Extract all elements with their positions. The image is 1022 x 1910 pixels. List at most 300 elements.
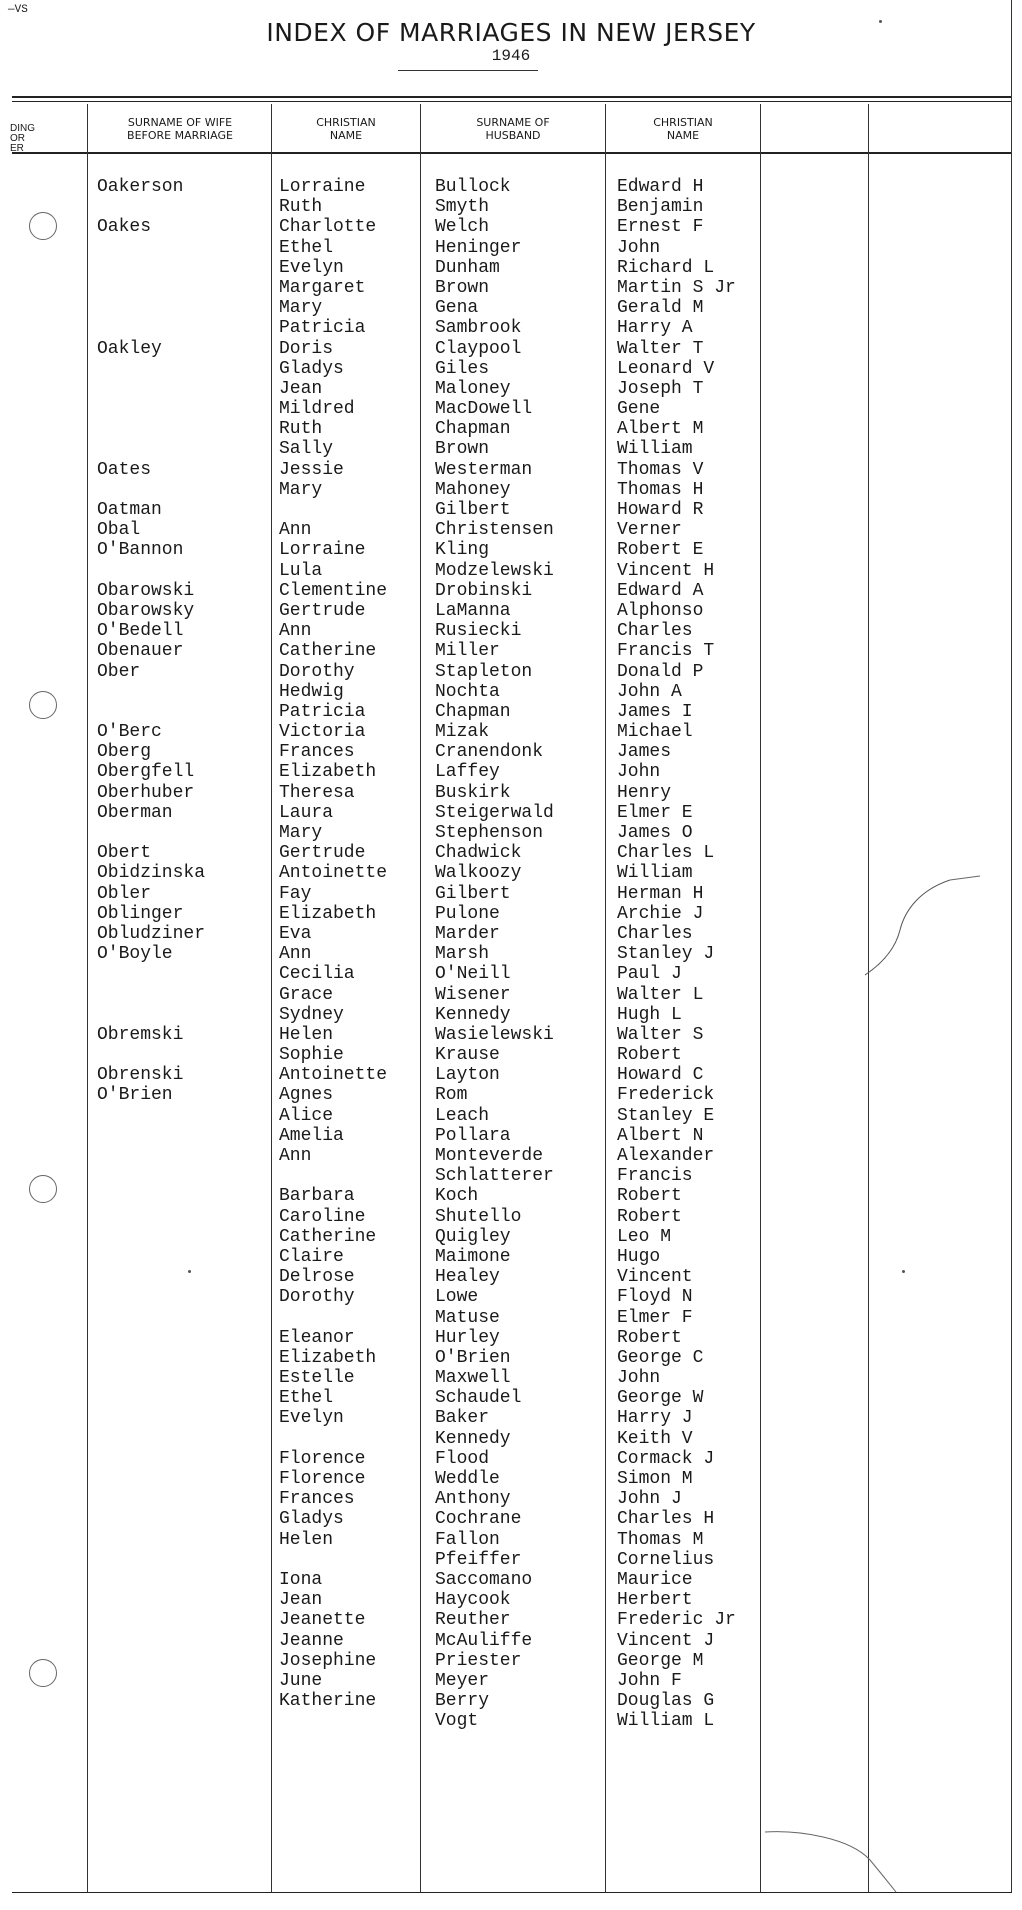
- table-cell: Florence: [279, 1448, 366, 1469]
- table-cell: Gertrude: [279, 843, 366, 864]
- table-cell: George M: [617, 1650, 704, 1671]
- table-cell: Nochta: [435, 681, 500, 702]
- table-cell: Ann: [279, 621, 312, 642]
- table-cell: Albert M: [617, 419, 704, 440]
- table-cell: John A: [617, 681, 682, 702]
- table-cell: [97, 1186, 267, 1206]
- header-wife-christian: CHRISTIAN NAME: [316, 116, 376, 142]
- table-cell: Schlatterer: [435, 1166, 554, 1187]
- table-cell: [97, 702, 267, 722]
- table-cell: Frances: [279, 742, 355, 763]
- table-cell: Antoinette: [279, 863, 388, 884]
- table-cell: [279, 1711, 419, 1731]
- table-cell: Harry A: [617, 318, 693, 339]
- table-cell: Robert: [617, 1327, 682, 1348]
- corner-mark: —VS: [8, 4, 28, 16]
- table-cell: Alphonso: [617, 600, 704, 621]
- table-cell: Dorothy: [279, 661, 355, 682]
- table-cell: Patricia: [279, 701, 366, 722]
- pencil-stroke: [865, 880, 950, 975]
- table-cell: [97, 1368, 267, 1388]
- table-cell: O'Brien: [97, 1085, 173, 1106]
- table-cell: James: [617, 742, 672, 763]
- table-cell: Sally: [279, 439, 334, 460]
- table-cell: Oakley: [97, 338, 162, 359]
- table-cell: Bullock: [435, 177, 511, 197]
- table-cell: [97, 1005, 267, 1025]
- table-cell: Martin S Jr: [617, 277, 736, 298]
- table-cell: Lula: [279, 560, 323, 581]
- table-cell: McAuliffe: [435, 1630, 533, 1651]
- table-cell: Gilbert: [435, 883, 511, 904]
- table-cell: Donald P: [617, 661, 704, 682]
- table-cell: Cormack J: [617, 1448, 715, 1469]
- table-cell: Priester: [435, 1650, 522, 1671]
- table-cell: Maxwell: [435, 1368, 511, 1389]
- table-cell: Obarowski: [97, 580, 195, 601]
- table-cell: Helen: [279, 1024, 334, 1045]
- table-cell: Josephine: [279, 1650, 377, 1671]
- table-cell: Pollara: [435, 1125, 511, 1146]
- table-cell: Pfeiffer: [435, 1549, 522, 1570]
- table-cell: Vincent J: [617, 1630, 715, 1651]
- table-cell: George C: [617, 1347, 704, 1368]
- table-cell: Koch: [435, 1186, 479, 1207]
- pencil-scribble: [860, 870, 1020, 980]
- table-cell: Joseph T: [617, 378, 704, 399]
- table-cell: Leonard V: [617, 358, 715, 379]
- table-cell: Gena: [435, 298, 479, 319]
- table-cell: Ober: [97, 661, 141, 682]
- table-cell: William: [617, 439, 693, 460]
- table-cell: Laffey: [435, 762, 500, 783]
- table-cell: June: [279, 1670, 323, 1691]
- table-cell: Ann: [279, 944, 312, 965]
- table-cell: Gerald M: [617, 298, 704, 319]
- table-cell: [279, 1166, 419, 1186]
- table-cell: John J: [617, 1489, 682, 1510]
- table-cell: Evelyn: [279, 1408, 344, 1429]
- table-cell: [97, 439, 267, 459]
- table-cell: [279, 1308, 419, 1328]
- table-cell: Lowe: [435, 1287, 479, 1308]
- table-cell: O'Neill: [435, 964, 511, 985]
- table-cell: Florence: [279, 1469, 366, 1489]
- table-cell: Fallon: [435, 1529, 500, 1550]
- table-cell: [279, 1550, 419, 1570]
- table-cell: Eva: [279, 923, 312, 944]
- table-cell: Michael: [617, 722, 693, 743]
- table-cell: Margaret: [279, 277, 366, 298]
- table-cell: Alice: [279, 1105, 334, 1126]
- table-cell: Berry: [435, 1691, 490, 1712]
- column-divider: [420, 104, 421, 1892]
- table-cell: John: [617, 237, 661, 258]
- table-cell: [279, 500, 419, 520]
- table-cell: Simon M: [617, 1469, 693, 1489]
- table-cell: Maimone: [435, 1246, 511, 1267]
- table-cell: Chapman: [435, 701, 511, 722]
- column-divider: [605, 104, 606, 1892]
- table-cell: Mizak: [435, 722, 490, 743]
- table-cell: [97, 278, 267, 298]
- table-cell: Wisener: [435, 984, 511, 1005]
- table-cell: [97, 1530, 267, 1550]
- table-cell: Wasielewski: [435, 1024, 554, 1045]
- table-cell: [97, 359, 267, 379]
- punch-hole: [29, 1175, 57, 1203]
- table-cell: Grace: [279, 984, 334, 1005]
- table-cell: [97, 1570, 267, 1590]
- table-cell: Laura: [279, 802, 334, 823]
- table-cell: Jessie: [279, 459, 344, 480]
- table-cell: Walkoozy: [435, 863, 522, 884]
- table-cell: Kling: [435, 540, 490, 561]
- table-cell: Walter T: [617, 338, 704, 359]
- header-top-rule: [12, 96, 1012, 98]
- table-cell: LaManna: [435, 600, 511, 621]
- table-cell: [97, 379, 267, 399]
- table-cell: [97, 1651, 267, 1671]
- table-cell: Oberhuber: [97, 782, 195, 803]
- table-cell: William: [617, 863, 693, 884]
- table-cell: [97, 1469, 267, 1489]
- column-divider: [868, 104, 869, 1892]
- table-cell: Kennedy: [435, 1428, 511, 1449]
- table-cell: O'Bannon: [97, 540, 184, 561]
- table-cell: Lorraine: [279, 540, 366, 561]
- table-cell: Thomas V: [617, 459, 704, 480]
- pencil-stroke: [765, 1832, 896, 1892]
- table-cell: [97, 399, 267, 419]
- table-cell: Howard R: [617, 500, 704, 520]
- table-cell: Elizabeth: [279, 1347, 377, 1368]
- table-cell: Ruth: [279, 197, 323, 218]
- table-cell: O'Boyle: [97, 944, 173, 965]
- pencil-mark-bottom: [760, 1820, 920, 1900]
- table-cell: Layton: [435, 1065, 500, 1086]
- table-cell: Francis: [617, 1166, 693, 1187]
- table-cell: Heninger: [435, 237, 522, 258]
- table-cell: Howard C: [617, 1065, 704, 1086]
- table-cell: Sophie: [279, 1045, 344, 1066]
- table-cell: Frances: [279, 1489, 355, 1510]
- table-cell: Vincent: [617, 1267, 693, 1288]
- table-cell: O'Berc: [97, 722, 162, 743]
- table-cell: Matuse: [435, 1307, 500, 1328]
- table-cell: Frederic Jr: [617, 1610, 736, 1631]
- table-cell: Oberman: [97, 802, 173, 823]
- table-cell: Herman H: [617, 883, 704, 904]
- table-cell: [97, 1267, 267, 1287]
- table-cell: Gladys: [279, 1509, 344, 1530]
- table-cell: MacDowell: [435, 399, 533, 420]
- table-cell: Stanley J: [617, 944, 715, 965]
- table-cell: Gladys: [279, 358, 344, 379]
- punch-hole: [29, 691, 57, 719]
- header-bottom-rule: [12, 152, 1012, 154]
- table-cell: Drobinski: [435, 580, 533, 601]
- table-cell: Vincent H: [617, 560, 715, 581]
- table-cell: Obler: [97, 883, 152, 904]
- table-cell: Oakes: [97, 217, 152, 238]
- table-cell: [97, 1610, 267, 1630]
- table-cell: Evelyn: [279, 257, 344, 278]
- table-cell: Jean: [279, 1590, 323, 1611]
- table-cell: [97, 1207, 267, 1227]
- table-cell: Charles: [617, 621, 693, 642]
- table-cell: [97, 1408, 267, 1428]
- side-stub: DING OR ER: [10, 123, 35, 154]
- table-cell: Frederick: [617, 1085, 715, 1106]
- table-cell: Thomas M: [617, 1529, 704, 1550]
- table-cell: Sydney: [279, 1004, 344, 1025]
- table-cell: James O: [617, 823, 693, 843]
- table-cell: Healey: [435, 1267, 500, 1288]
- table-cell: Thomas H: [617, 479, 704, 500]
- table-cell: Leo M: [617, 1226, 672, 1247]
- table-cell: Jeanette: [279, 1610, 366, 1631]
- table-cell: [97, 561, 267, 581]
- table-cell: Richard L: [617, 257, 715, 278]
- table-cell: Charles L: [617, 843, 715, 864]
- table-cell: Obenauer: [97, 641, 184, 662]
- table-cell: Verner: [617, 520, 682, 541]
- table-cell: Albert N: [617, 1125, 704, 1146]
- table-cell: Hugh L: [617, 1004, 682, 1025]
- table-cell: Archie J: [617, 903, 704, 924]
- table-cell: Mary: [279, 823, 323, 843]
- table-cell: Theresa: [279, 782, 355, 803]
- table-cell: Robert E: [617, 540, 704, 561]
- table-cell: Fay: [279, 883, 312, 904]
- table-cell: Brown: [435, 439, 490, 460]
- table-cell: Weddle: [435, 1469, 500, 1489]
- table-cell: [97, 1449, 267, 1469]
- table-cell: Sambrook: [435, 318, 522, 339]
- table-cell: [97, 985, 267, 1005]
- table-cell: [97, 1711, 267, 1731]
- table-cell: [97, 318, 267, 338]
- table-cell: Kennedy: [435, 1004, 511, 1025]
- scan-speck: [188, 1270, 191, 1273]
- table-cell: Charlotte: [279, 217, 377, 238]
- table-cell: [97, 1348, 267, 1368]
- table-cell: John F: [617, 1670, 682, 1691]
- table-cell: Maloney: [435, 378, 511, 399]
- table-cell: Gertrude: [279, 600, 366, 621]
- table-cell: Lorraine: [279, 177, 366, 197]
- table-cell: Delrose: [279, 1267, 355, 1288]
- table-cell: [97, 1550, 267, 1570]
- table-cell: Obrenski: [97, 1065, 184, 1086]
- table-cell: Walter S: [617, 1024, 704, 1045]
- table-cell: Giles: [435, 358, 490, 379]
- table-cell: Vogt: [435, 1711, 479, 1732]
- table-cell: Marsh: [435, 944, 490, 965]
- table-cell: Cecilia: [279, 964, 355, 985]
- table-cell: Mahoney: [435, 479, 511, 500]
- table-cell: O'Bedell: [97, 621, 184, 642]
- table-cell: Douglas G: [617, 1691, 715, 1712]
- table-cell: Obal: [97, 520, 141, 541]
- table-cell: Brown: [435, 277, 490, 298]
- table-cell: Hedwig: [279, 681, 344, 702]
- table-cell: Charles H: [617, 1509, 715, 1530]
- table-cell: Oberg: [97, 742, 152, 763]
- table-cell: [97, 1691, 267, 1711]
- table-cell: Ethel: [279, 1388, 334, 1409]
- table-cell: Estelle: [279, 1368, 355, 1389]
- table-cell: [97, 823, 267, 843]
- table-cell: [97, 1247, 267, 1267]
- table-cell: Benjamin: [617, 197, 704, 218]
- table-cell: Helen: [279, 1529, 334, 1550]
- table-cell: [97, 480, 267, 500]
- table-cell: Doris: [279, 338, 334, 359]
- table-cell: [97, 1287, 267, 1307]
- table-cell: Haycook: [435, 1590, 511, 1611]
- table-cell: James I: [617, 701, 693, 722]
- table-cell: Quigley: [435, 1226, 511, 1247]
- table-cell: Flood: [435, 1448, 490, 1469]
- table-cell: Amelia: [279, 1125, 344, 1146]
- table-cell: Meyer: [435, 1670, 490, 1691]
- scan-speck: [879, 20, 882, 23]
- table-cell: Obidzinska: [97, 863, 206, 884]
- punch-hole: [29, 1659, 57, 1687]
- table-cell: Krause: [435, 1045, 500, 1066]
- table-cell: Leach: [435, 1105, 490, 1126]
- table-cell: Obergfell: [97, 762, 195, 783]
- table-cell: Robert: [617, 1206, 682, 1227]
- pencil-stroke: [950, 876, 980, 880]
- table-cell: Barbara: [279, 1186, 355, 1207]
- table-cell: Obremski: [97, 1024, 184, 1045]
- table-cell: O'Brien: [435, 1347, 511, 1368]
- table-cell: [97, 258, 267, 278]
- scan-speck: [902, 1270, 905, 1273]
- table-cell: Oatman: [97, 500, 162, 520]
- table-cell: [97, 1146, 267, 1166]
- table-cell: William L: [617, 1711, 715, 1732]
- table-cell: Iona: [279, 1569, 323, 1590]
- table-cell: [97, 1388, 267, 1408]
- table-cell: Buskirk: [435, 782, 511, 803]
- table-cell: Francis T: [617, 641, 715, 662]
- table-cell: [279, 1429, 419, 1449]
- table-cell: Monteverde: [435, 1146, 544, 1166]
- table-cell: Robert: [617, 1045, 682, 1066]
- table-cell: Gilbert: [435, 500, 511, 520]
- table-cell: Robert: [617, 1186, 682, 1207]
- table-cell: Paul J: [617, 964, 682, 985]
- table-cell: Victoria: [279, 722, 366, 743]
- column-divider: [87, 104, 88, 1892]
- table-cell: [97, 1590, 267, 1610]
- husband-surname-column: [435, 177, 603, 1731]
- table-cell: Agnes: [279, 1085, 334, 1106]
- table-cell: Ruth: [279, 419, 323, 440]
- header-husband-christian: CHRISTIAN NAME: [653, 116, 713, 142]
- table-cell: [97, 1328, 267, 1348]
- table-cell: [97, 1671, 267, 1691]
- table-cell: Christensen: [435, 520, 554, 541]
- table-cell: Dorothy: [279, 1287, 355, 1308]
- table-cell: [97, 682, 267, 702]
- table-cell: Jean: [279, 378, 323, 399]
- table-cell: Miller: [435, 641, 500, 662]
- table-cell: Ann: [279, 520, 312, 541]
- table-cell: [97, 1429, 267, 1449]
- table-cell: Hugo: [617, 1246, 661, 1267]
- table-cell: [97, 298, 267, 318]
- table-cell: [97, 419, 267, 439]
- table-cell: Baker: [435, 1408, 490, 1429]
- table-cell: George W: [617, 1388, 704, 1409]
- table-cell: Rusiecki: [435, 621, 522, 642]
- year-label: 1946: [491, 47, 531, 65]
- year-underline: [398, 70, 538, 71]
- table-cell: Anthony: [435, 1489, 511, 1510]
- table-cell: Hurley: [435, 1327, 500, 1348]
- table-cell: Reuther: [435, 1610, 511, 1631]
- table-cell: Ethel: [279, 237, 334, 258]
- table-cell: Edward A: [617, 580, 704, 601]
- table-cell: Claypool: [435, 338, 522, 359]
- table-cell: Ernest F: [617, 217, 704, 238]
- table-cell: Elizabeth: [279, 762, 377, 783]
- table-cell: Herbert: [617, 1590, 693, 1611]
- table-cell: [97, 1489, 267, 1509]
- table-cell: [97, 238, 267, 258]
- table-cell: [97, 1227, 267, 1247]
- table-cell: Caroline: [279, 1206, 366, 1227]
- table-cell: Mildred: [279, 399, 355, 420]
- table-cell: Saccomano: [435, 1569, 533, 1590]
- table-cell: [97, 1045, 267, 1065]
- table-cell: [97, 1126, 267, 1146]
- wife-surname-column: [97, 177, 267, 1731]
- husband-christian-name-column: [617, 177, 767, 1731]
- column-divider: [271, 104, 272, 1892]
- table-cell: Elmer F: [617, 1307, 693, 1328]
- punch-hole: [29, 212, 57, 240]
- table-cell: Katherine: [279, 1691, 377, 1712]
- table-cell: Patricia: [279, 318, 366, 339]
- table-cell: John: [617, 762, 661, 783]
- table-cell: Keith V: [617, 1428, 693, 1449]
- table-cell: Cranendonk: [435, 742, 544, 763]
- table-cell: Mary: [279, 479, 323, 500]
- table-cell: Gene: [617, 399, 661, 420]
- table-cell: Modzelewski: [435, 560, 554, 581]
- table-cell: Steigerwald: [435, 802, 554, 823]
- header-wife-surname: SURNAME OF WIFE BEFORE MARRIAGE: [127, 116, 233, 142]
- table-cell: Catherine: [279, 641, 377, 662]
- table-cell: Ann: [279, 1146, 312, 1166]
- table-cell: Obert: [97, 843, 152, 864]
- table-cell: Oblinger: [97, 903, 184, 924]
- table-cell: Walter L: [617, 984, 704, 1005]
- table-cell: Elizabeth: [279, 903, 377, 924]
- table-cell: Chadwick: [435, 843, 522, 864]
- table-cell: Eleanor: [279, 1327, 355, 1348]
- table-cell: Jeanne: [279, 1630, 344, 1651]
- table-cell: [97, 964, 267, 984]
- table-cell: Obarowsky: [97, 600, 195, 621]
- table-cell: Henry: [617, 782, 672, 803]
